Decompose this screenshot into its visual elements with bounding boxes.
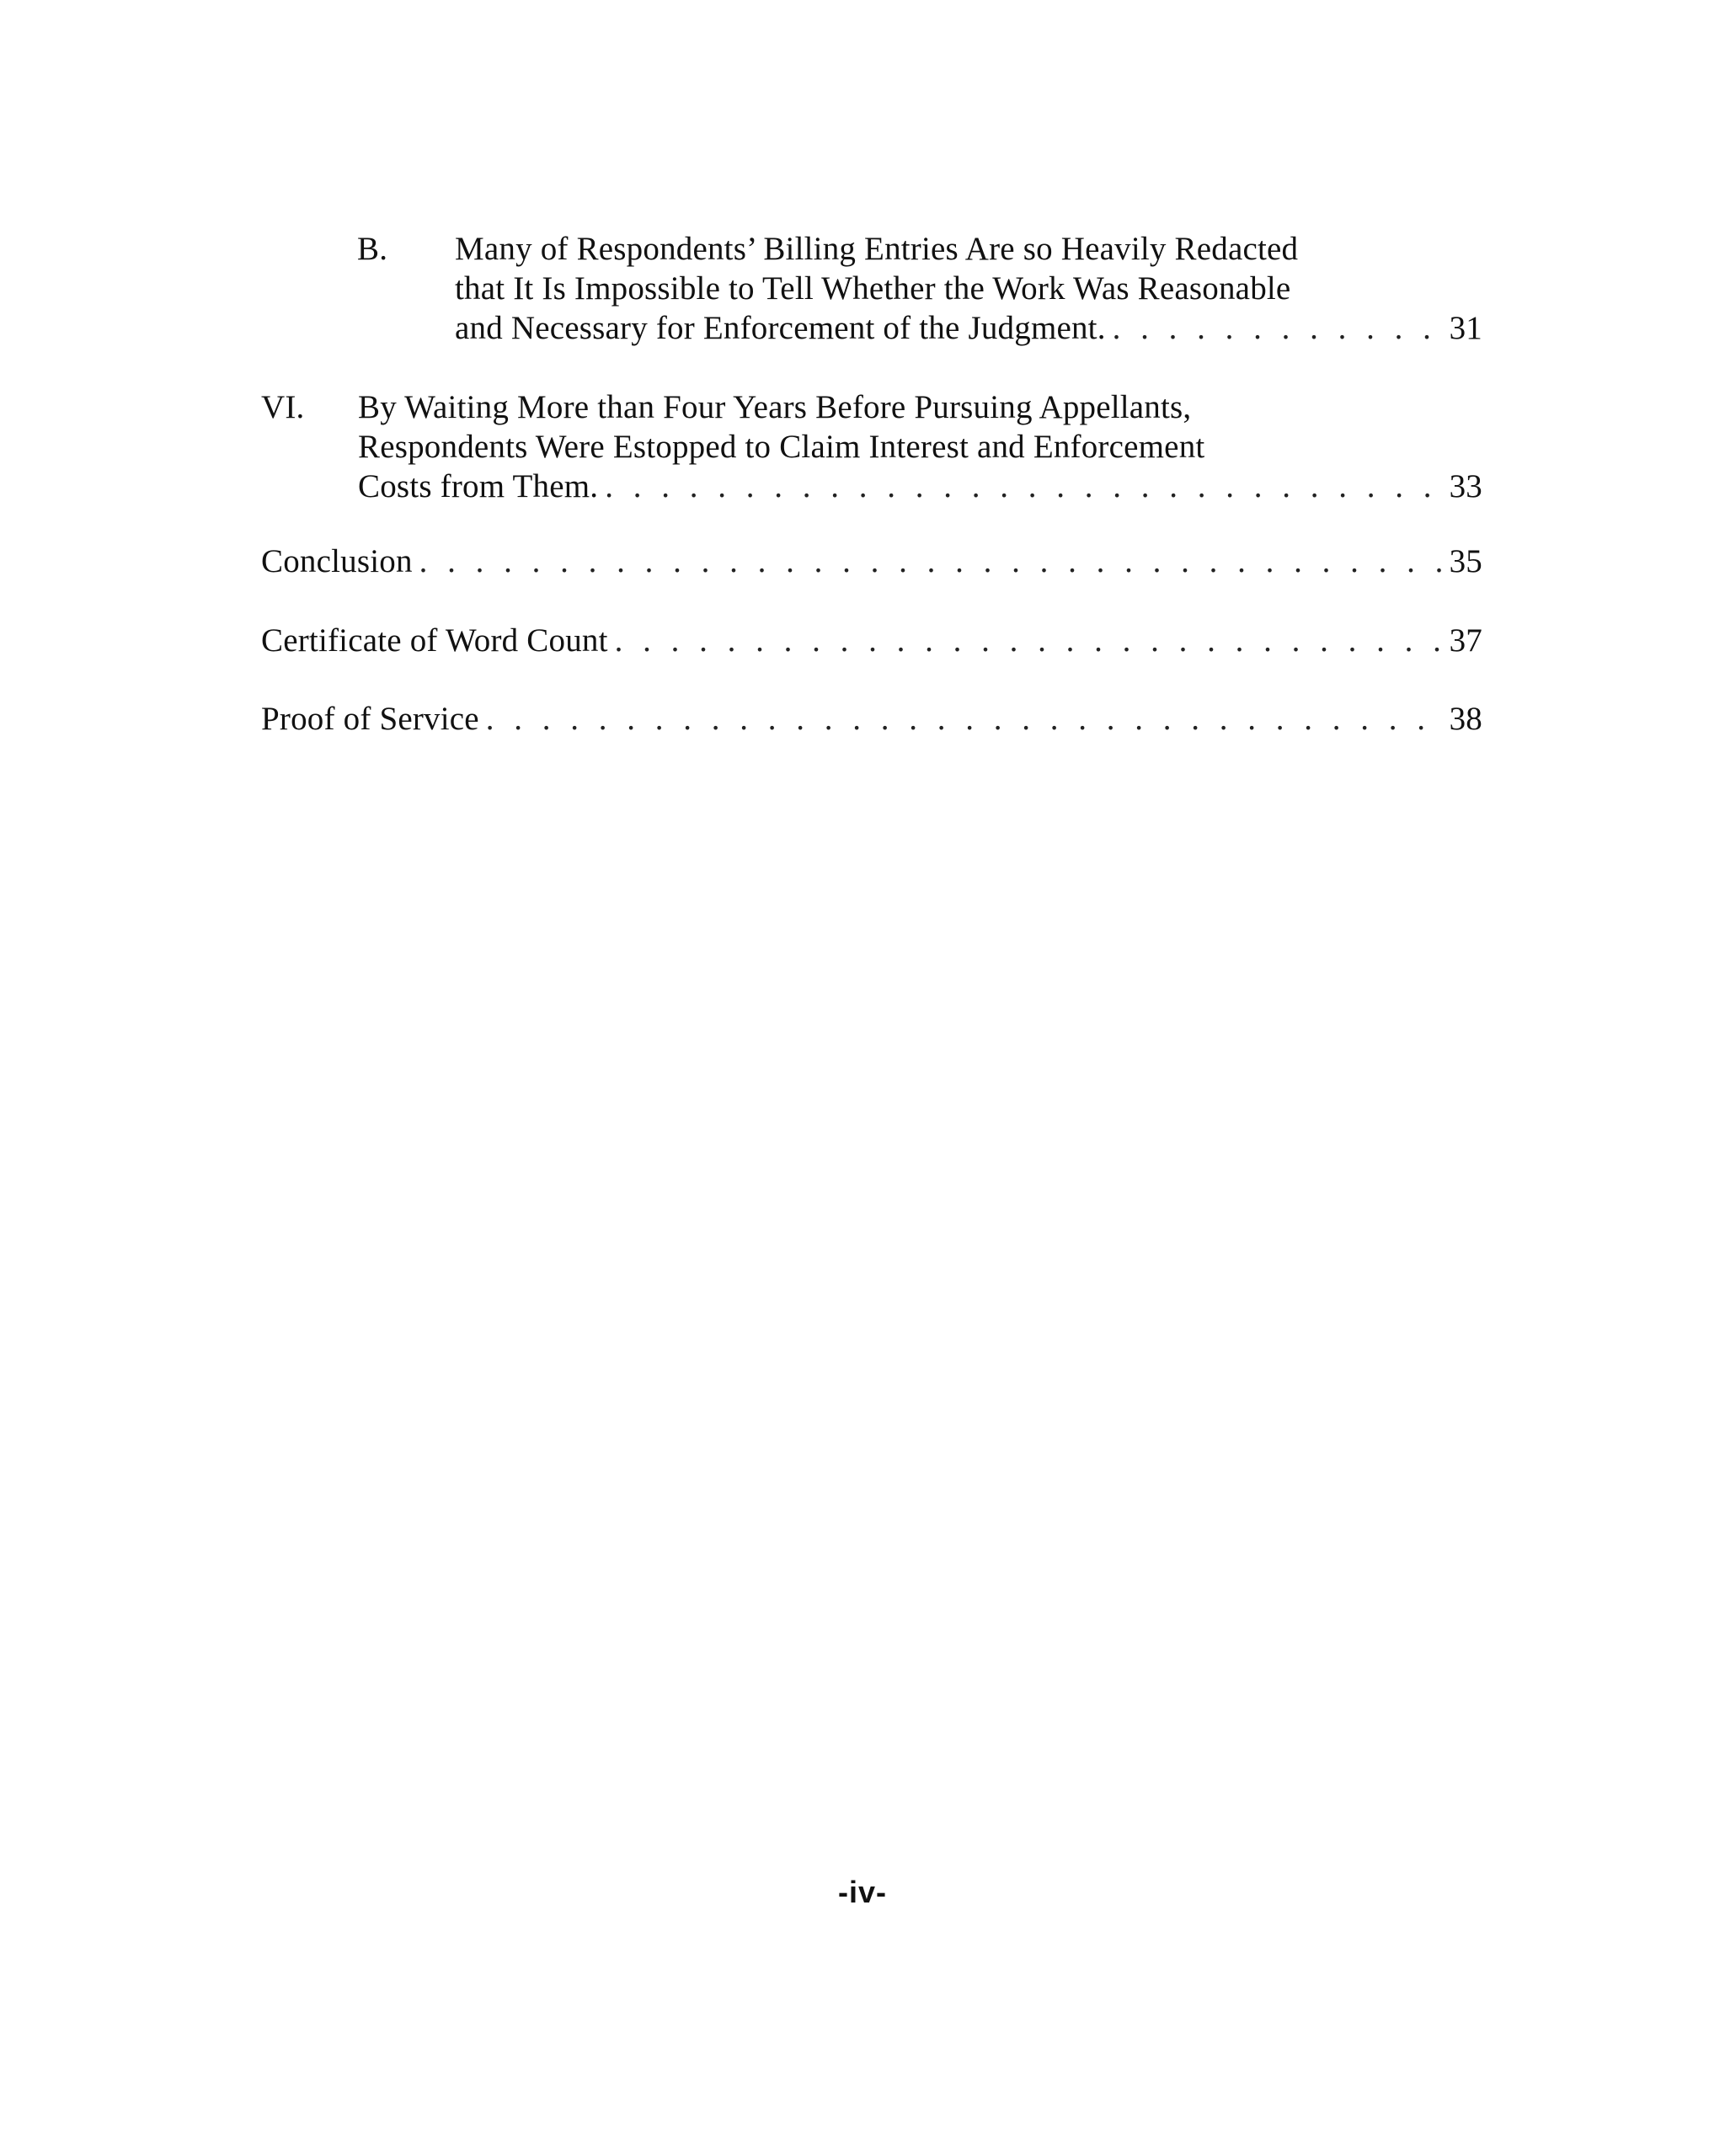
toc-entry-vi-last-line [358, 467, 1482, 506]
toc-entry-b-line-2: that It Is Impossible to Tell Whether the Work Was Reasonable [455, 270, 1291, 307]
toc-entry-b-page: 31 [1449, 310, 1482, 346]
toc-entry-vi [261, 387, 1482, 506]
toc-entry-vi-line-1: By Waiting More than Four Years Before Pursuing Appellants, [358, 389, 1192, 425]
toc-entry-vi-marker: VI. [261, 389, 305, 425]
toc-entry-certificate [261, 621, 1482, 660]
toc-entry-b-leaders [1113, 308, 1442, 348]
toc-entry-b [261, 229, 1482, 348]
toc-entry-certificate-title: Certificate of Word Count [261, 622, 608, 659]
toc-entry-b-last-line [455, 308, 1482, 348]
toc-entry-b-marker: B. [357, 231, 388, 267]
toc-entry-certificate-page: 37 [1449, 622, 1482, 659]
toc-entry-b-line-1: Many of Respondents’ Billing Entries Are so Heavily Redacted [455, 231, 1299, 267]
toc-entry-certificate-leaders [615, 621, 1442, 660]
toc-entry-proof-leaders [486, 699, 1442, 739]
toc-entry-vi-leaders [605, 467, 1442, 506]
toc-entry-vi-line-3: Costs from Them. [358, 468, 599, 504]
toc-entry-vi-line-2: Respondents Were Estopped to Claim Interest and Enforcement [358, 429, 1205, 465]
toc-entry-conclusion [261, 542, 1482, 581]
toc-entry-proof [261, 699, 1482, 739]
toc-entry-proof-page: 38 [1449, 701, 1482, 737]
toc-entry-conclusion-title: Conclusion [261, 543, 413, 579]
toc-entry-conclusion-page: 35 [1449, 543, 1482, 579]
toc-entry-conclusion-leaders [419, 542, 1442, 581]
toc-entry-b-line-3: and Necessary for Enforcement of the Judgment. [455, 310, 1106, 346]
toc-entry-vi-page: 33 [1449, 468, 1482, 504]
page-number-footer: -iv- [838, 1875, 887, 1909]
toc-entry-proof-title: Proof of Service [261, 701, 479, 737]
